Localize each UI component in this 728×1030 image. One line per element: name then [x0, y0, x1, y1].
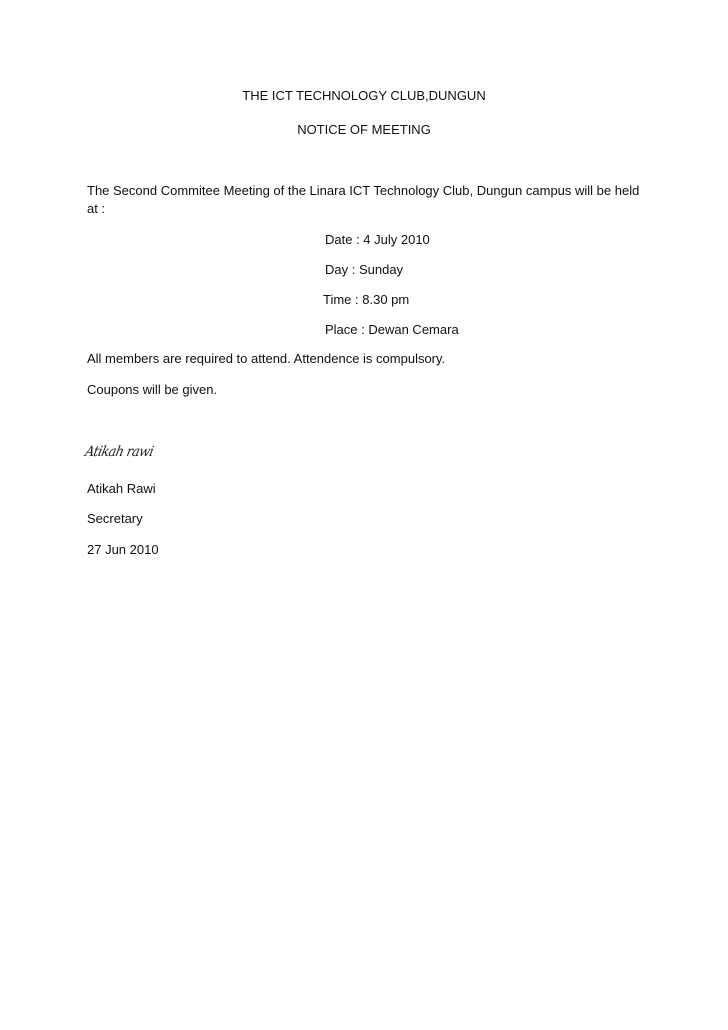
meeting-place: Place : Dewan Cemara — [325, 322, 459, 337]
meeting-time: Time : 8.30 pm — [323, 292, 410, 307]
meeting-day: Day : Sunday — [325, 262, 404, 277]
club-name-heading: THE ICT TECHNOLOGY CLUB,DUNGUN — [242, 88, 486, 103]
notice-title-heading: NOTICE OF MEETING — [297, 122, 431, 137]
notice-date: 27 Jun 2010 — [87, 542, 159, 557]
meeting-date: Date : 4 July 2010 — [325, 232, 430, 247]
signatory-name: Atikah Rawi — [87, 481, 156, 496]
coupons-notice: Coupons will be given. — [87, 382, 218, 397]
attendance-notice: All members are required to attend. Attendence is compulsory. — [87, 351, 446, 366]
handwritten-signature: Atikah rawi — [83, 444, 155, 460]
signatory-position: Secretary — [87, 511, 143, 526]
intro-paragraph: The Second Commitee Meeting of the Linara ICT Technology Club, Dungun campus will be held at : — [87, 183, 640, 216]
